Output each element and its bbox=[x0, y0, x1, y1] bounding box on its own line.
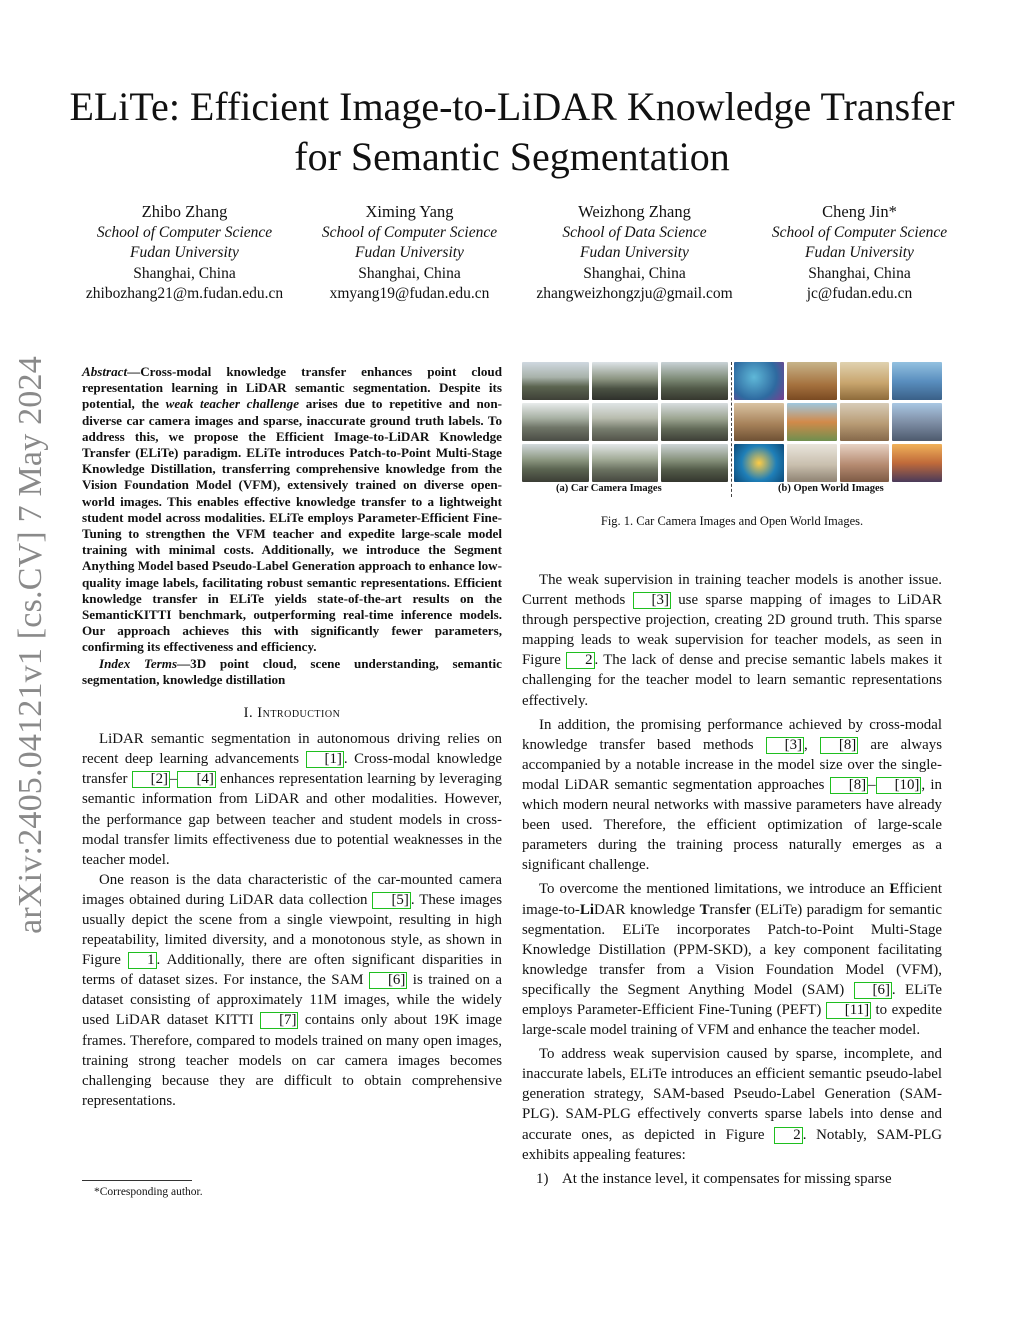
list-item bbox=[522, 1169, 942, 1189]
figure-link[interactable]: 2 bbox=[774, 1127, 802, 1144]
text: To overcome the mentioned limitations, we introduce an bbox=[539, 881, 890, 898]
text: contains only about 19K image frames. Therefore, compared to models trained on many open images, training strong teacher models on car camera images becomes challenging because they are difficult to obtain comprehensive representations. bbox=[82, 1012, 502, 1109]
car-camera-image bbox=[522, 444, 589, 482]
paragraph bbox=[82, 729, 502, 870]
citation-link[interactable]: [2] bbox=[132, 771, 170, 788]
author-email[interactable]: zhibozhang21@m.fudan.edu.cn bbox=[85, 285, 284, 303]
text: is trained on a dataset consisting of approximately 11M images, while the widely used LiDAR dataset KITTI bbox=[82, 972, 502, 1029]
text: To address weak supervision caused by sparse, incomplete, and inaccurate labels, ELiTe introduces an efficient semantic pseudo-label generation strategy, SAM-based Pseudo-Label Generation (SAM-PLG). SAM-PLG effectively converts sparse labels into dense and accurate ones, as depicted in Figure bbox=[522, 1046, 942, 1143]
text: . Additionally, there are often significant disparities in terms of dataset sizes. For instance, the SAM bbox=[82, 952, 502, 989]
figure-link[interactable]: 1 bbox=[128, 952, 156, 969]
citation-link[interactable]: [8] bbox=[830, 777, 868, 794]
open-world-image bbox=[840, 362, 890, 400]
abstract-text: —Cross-modal knowledge transfer enhances point cloud representation learning in LiDAR semantic segmentation. Despite its potential, the bbox=[82, 364, 502, 412]
text: , bbox=[804, 736, 820, 753]
citation-link[interactable]: [4] bbox=[177, 771, 215, 788]
author-location: Shanghai, China bbox=[133, 264, 236, 282]
text: r (ELiTe) paradigm for semantic segmentation. ELiTe incorporates Patch-to-Point Multi-Stage Knowledge Distillation (PPM-SKD), a key component facilitating knowledge transfer from a Vision Foundation Model (VFM), specifically the Segment Anything Model (SAM) bbox=[522, 901, 942, 998]
author-affiliation: School of Computer Science bbox=[771, 223, 948, 241]
text: DAR knowledge bbox=[593, 901, 700, 918]
author-location: Shanghai, China bbox=[583, 264, 686, 282]
footnote-rule bbox=[82, 1180, 192, 1181]
open-world-image bbox=[734, 403, 784, 441]
car-camera-image bbox=[522, 403, 589, 441]
author-university: Fudan University bbox=[805, 244, 914, 262]
text: – bbox=[868, 776, 876, 793]
author-affiliation: School of Computer Science bbox=[321, 223, 498, 241]
open-world-image bbox=[840, 403, 890, 441]
index-terms-text: —3D point cloud, scene understanding, semantic segmentation, knowledge distillation bbox=[82, 655, 502, 687]
arxiv-sidebar-stamp bbox=[8, 350, 54, 940]
text: . The lack of dense and precise semantic labels makes it challenging for the teacher model to learn semantic representations effectively. bbox=[522, 652, 942, 709]
right-column bbox=[522, 570, 942, 1189]
car-camera-image-grid bbox=[522, 362, 728, 482]
figure-caption: Fig. 1. Car Camera Images and Open World Images. bbox=[600, 514, 864, 528]
citation-link[interactable]: [11] bbox=[826, 1002, 871, 1019]
abstract-text: arises due to repetitive and non-diverse car camera images and sparse, inaccurate ground truth labels. To address this, we propose the Efficient Image-to-LiDAR Knowledge Transfer (ELiTe) paradigm. ELiTe introduces Patch-to-Point Multi-Stage Knowledge Distillation, transferring comprehensive knowledge from the Vision Foundation Model (VFM), extensively trained on diverse open-world images. This enables effective knowledge transfer to a lightweight student model across modalities. ELiTe employs Parameter-Efficient Fine-Tuning to strengthen the VFM teacher and expedite large-scale model training with minimal costs. Additionally, we introduce the Segment Anything Model based Pseudo-Label Generation approach to enhance low-quality image labels, facilitating robust semantic representations. Efficient knowledge transfer in ELiTe yields state-of-the-art results on the SemanticKITTI benchmark, outperforming real-time inference models. Our approach achieves this with significantly fewer parameters, confirming its effectiveness and efficiency. bbox=[82, 396, 502, 655]
text: to expedite large-scale model training of VFM and enhance the teacher model. bbox=[522, 1001, 943, 1039]
open-world-image bbox=[734, 362, 784, 400]
citation-link[interactable]: [3] bbox=[633, 592, 671, 609]
text: – bbox=[170, 771, 178, 788]
author-name: Ximing Yang bbox=[365, 202, 454, 221]
section-number: I. bbox=[243, 705, 254, 722]
car-camera-image bbox=[592, 403, 659, 441]
text: use sparse mapping of images to LiDAR through perspective projection, creating 2D ground truth. This sparse mapping leads to weak supervision for teacher models, as seen in Figure bbox=[522, 592, 942, 669]
text: , in which modern neural networks with massive parameters have already been used. Therefore, the efficient optimization of large-scale parameters during the training process naturally emerges as a significant challenge. bbox=[522, 776, 942, 874]
figure-1 bbox=[522, 362, 942, 497]
text: enhances representation learning by leveraging semantic information from LiDAR and other modalities. However, the performance gap between teacher and student models in cross-modal transfer limits effectiveness due to potential weaknesses in the teacher model. bbox=[82, 771, 502, 868]
open-world-image bbox=[787, 403, 837, 441]
index-terms-label: Index Terms bbox=[99, 655, 178, 671]
open-world-image bbox=[892, 444, 942, 482]
index-terms bbox=[82, 656, 502, 688]
list-text: At the instance level, it compensates for missing sparse bbox=[562, 1170, 892, 1187]
author-location: Shanghai, China bbox=[808, 264, 911, 282]
text: fficient image-to- bbox=[522, 881, 942, 918]
paragraph bbox=[522, 879, 942, 1040]
abstract bbox=[82, 364, 502, 656]
text: e bbox=[739, 901, 746, 918]
citation-link[interactable]: [10] bbox=[876, 777, 922, 794]
author-location: Shanghai, China bbox=[358, 264, 461, 282]
section-title: Introduction bbox=[257, 705, 341, 722]
author-university: Fudan University bbox=[130, 244, 239, 262]
author-affiliation: School of Computer Science bbox=[96, 223, 273, 241]
text: . These images usually depict the scene from a single viewpoint, resulting in high repeatability, limited diversity, and a monotonous style, as shown in Figure bbox=[82, 891, 502, 969]
citation-link[interactable]: [6] bbox=[369, 972, 407, 989]
text: . Cross-modal knowledge transfer bbox=[82, 751, 503, 788]
open-world-image bbox=[892, 403, 942, 441]
open-world-image bbox=[892, 362, 942, 400]
open-world-image bbox=[734, 444, 784, 482]
car-camera-image bbox=[592, 362, 659, 400]
paper-title: ELiTe: Efficient Image-to-LiDAR Knowledge Transfer for Semantic Segmentation bbox=[69, 84, 955, 179]
paragraph bbox=[82, 870, 502, 1111]
paragraph bbox=[522, 1044, 942, 1165]
abstract-label: Abstract bbox=[82, 364, 128, 379]
car-camera-image bbox=[592, 444, 659, 482]
text: One reason is the data characteristic of the car-mounted camera images obtained during LiDAR data collection bbox=[82, 871, 502, 908]
author-university: Fudan University bbox=[355, 244, 464, 262]
text: T bbox=[699, 901, 710, 918]
list-number: 1) bbox=[536, 1170, 549, 1187]
author-4 bbox=[747, 202, 972, 305]
abstract-emphasis: weak teacher challenge bbox=[165, 396, 300, 412]
paragraph bbox=[522, 570, 942, 711]
paragraph bbox=[522, 715, 942, 876]
figure-sublabel-a: (a) Car Camera Images bbox=[556, 483, 662, 494]
car-camera-image bbox=[661, 403, 728, 441]
author-affiliation: School of Data Science bbox=[562, 223, 707, 241]
author-email[interactable]: jc@fudan.edu.cn bbox=[806, 285, 913, 303]
open-world-image bbox=[787, 444, 837, 482]
open-world-image bbox=[840, 444, 890, 482]
author-name: Zhibo Zhang bbox=[141, 202, 228, 221]
citation-link[interactable]: [6] bbox=[854, 982, 892, 999]
text: ransf bbox=[709, 901, 740, 918]
author-name: Weizhong Zhang bbox=[578, 202, 691, 221]
open-world-image bbox=[787, 362, 837, 400]
text: E bbox=[889, 881, 900, 898]
citation-link[interactable]: [1] bbox=[306, 751, 344, 768]
author-block bbox=[72, 202, 972, 305]
text: Li bbox=[579, 901, 594, 918]
author-name: Cheng Jin* bbox=[822, 202, 897, 221]
left-column bbox=[82, 364, 502, 1111]
car-camera-image bbox=[661, 362, 728, 400]
author-university: Fudan University bbox=[580, 244, 689, 262]
author-3 bbox=[522, 202, 747, 305]
text: In addition, the promising performance achieved by cross-modal knowledge transfer based methods bbox=[522, 716, 942, 753]
citation-link[interactable]: [5] bbox=[372, 892, 410, 909]
author-2 bbox=[297, 202, 522, 305]
figure-sublabel-b: (b) Open World Images bbox=[778, 483, 884, 494]
text: . ELiTe employs Parameter-Efficient Fine-Tuning (PEFT) bbox=[522, 981, 942, 1018]
car-camera-image bbox=[661, 444, 728, 482]
section-heading-introduction bbox=[82, 703, 502, 723]
citation-link[interactable]: [8] bbox=[820, 737, 858, 754]
citation-link[interactable]: [7] bbox=[260, 1012, 298, 1029]
car-camera-image bbox=[522, 362, 589, 400]
author-email[interactable]: zhangweizhongzju@gmail.com bbox=[536, 285, 733, 303]
footnote: *Corresponding author. bbox=[94, 1186, 203, 1198]
figure-link[interactable]: 2 bbox=[566, 652, 594, 669]
text: . Notably, SAM-PLG exhibits appealing features: bbox=[522, 1126, 942, 1163]
author-email[interactable]: xmyang19@fudan.edu.cn bbox=[329, 285, 490, 303]
open-world-image-grid bbox=[734, 362, 942, 482]
arxiv-id: arXiv:2405.04121v1 [cs.CV] 7 May 2024 bbox=[12, 356, 49, 934]
text: LiDAR semantic segmentation in autonomous driving relies on recent deep learning advancements bbox=[82, 731, 502, 768]
author-1 bbox=[72, 202, 297, 305]
figure-divider bbox=[731, 362, 732, 497]
text: are always accompanied by a notable increase in the model size over the single-modal LiDAR semantic segmentation approaches bbox=[522, 736, 942, 793]
citation-link[interactable]: [3] bbox=[766, 737, 804, 754]
text: The weak supervision in training teacher models is another issue. Current methods bbox=[522, 572, 942, 609]
